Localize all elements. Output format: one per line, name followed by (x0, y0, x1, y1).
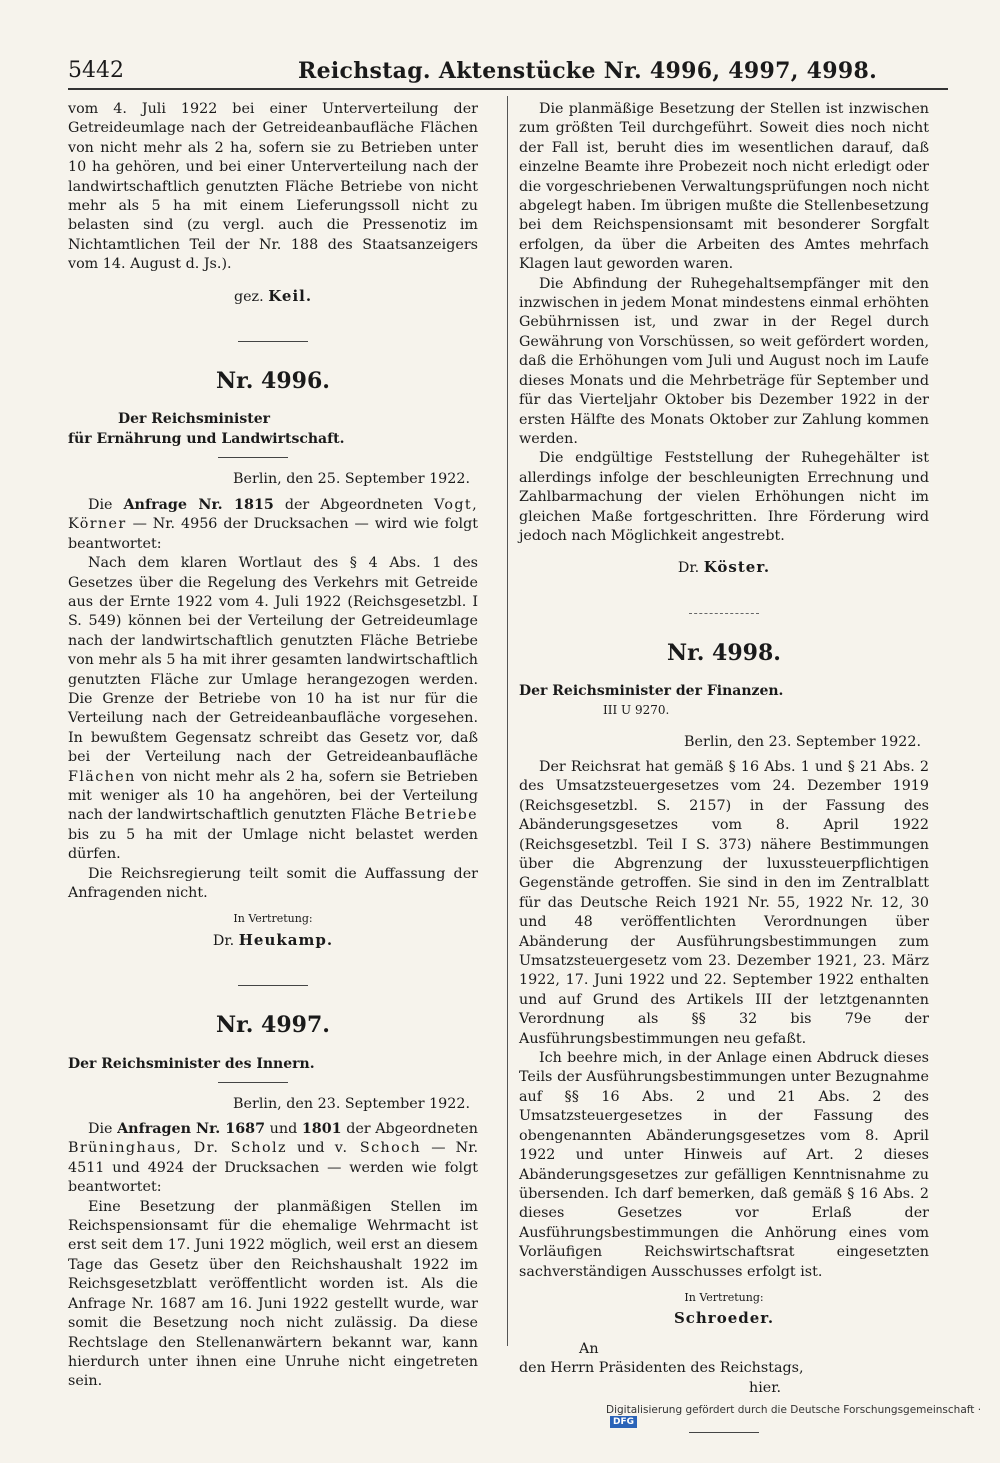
signature-prefix: gez. (233, 288, 264, 305)
section-separator (238, 985, 308, 986)
answer-paragraph: Der Reichsrat hat gemäß § 16 Abs. 1 und § 21 Abs. 2 des Umsatzsteuergesetzes vom 24. Dezember 1919 (Reichsgesetzbl. S. 2157) in der Fassung des Abänderungsgesetzes vom 8. April 1922 (Reichsgesetzbl. Teil I S. 373) nähere Bestimmungen über die Abgrenzung der luxussteuerpflichtigen Gegenstände getroffen. Sie sind in den im Zentralblatt für das Deutsche Reich 1921 Nr. 55, 1922 Nr. 12, 30 und 48 veröffentlichten Verordnungen über Abänderung der Ausführungsbestimmungen zum Umsatzsteuergesetz vom 23. Dezember 1921, 23. März 1922, 17. Juni 1922 und 22. September 1922 enthalten und auf Grund des Artikels III der letztgenannten Verordnung als §§ 32 bis 79e der Ausführungsbestimmungen neu gefaßt. (519, 758, 929, 1047)
intro-text: und (269, 1121, 298, 1138)
section-separator (689, 613, 759, 614)
header-rule (68, 88, 948, 90)
file-reference: III U 9270. (603, 703, 670, 718)
deputy-names: Brüninghaus, Dr. Scholz (68, 1140, 287, 1157)
answer-paragraph: Die planmäßige Besetzung der Stellen ist inzwischen zum größten Teil durchgeführt. Soweit dies noch nicht der Fall ist, beruht dies im wesentlichen darauf, daß einzelne Beamte ihre Probezeit noch nicht erledigt oder die vorgeschriebenen Verwaltungsprüfungen noch nicht abgelegt haben. Im übrigen mußte die Stellenbesetzung bei dem Reichspensionsamt mit besonderer Sorgfalt erfolgen, da über die Arbeiten des Amtes mehrfach Klagen laut geworden waren. (519, 101, 929, 273)
intro-text: der Abgeordneten (346, 1121, 478, 1138)
signer-name: Köster. (703, 558, 771, 577)
intro-text: Die (88, 496, 113, 513)
signer-name: Keil. (268, 286, 313, 305)
answer-text: von nicht mehr als 2 ha, sofern sie Betrieben mit weniger als 10 ha angehören, bei der Verteilung nach der landwirtschaftlich genutzten Fläche (68, 768, 478, 824)
document-number-4997: Nr. 4997. (216, 1012, 330, 1039)
signature-prefix: Dr. (212, 932, 235, 949)
answer-text: bis zu 5 ha mit der Umlage nicht belastet werden dürfen. (68, 826, 478, 863)
signature-heukamp (68, 931, 478, 951)
document-number-4996: Nr. 4996. (216, 368, 330, 395)
document-number-4998: Nr. 4998. (667, 639, 781, 666)
answer-paragraph: Ich beehre mich, in der Anlage einen Abdruck dieses Teils der Ausführungsbestimmungen unter Bezugnahme auf §§ 16 Abs. 2 und 21 Abs. 2 des Umsatzsteuergesetzes in der Fassung des obengenannten Abänderungsgesetzes vom 8. April 1922 und unter Hinweis auf Art. 2 dieses Abänderungsgesetzes zur gefälligen Kenntnisnahme zu übersenden. Ich darf bemerken, daß gemäß § 16 Abs. 2 dieses Gesetzes vor Erlaß der Ausführungsbestimmungen die Anhörung eines vom Vorläufigen Reichswirtschaftsrat eingesetzten sachverständigen Ausschusses erfolgt ist. (519, 1050, 929, 1280)
signature-schroeder (519, 1309, 929, 1329)
footer-text: Digitalisierung gefördert durch die Deutsche Forschungsgemeinschaft · (606, 1404, 982, 1416)
page-header (68, 58, 948, 84)
intro-text: — Nr. 4511 und 4924 der Drucksachen — werden wie folgt beantwortet: (68, 1140, 478, 1196)
signature-prefix: Dr. (677, 560, 700, 577)
dateline: Berlin, den 23. September 1922. (684, 733, 921, 750)
intro-text: Die (88, 1121, 113, 1138)
column-divider (507, 96, 508, 1346)
emphasis: Flächen (68, 768, 136, 785)
digitization-footer (606, 1404, 1000, 1428)
authority-line: Der Reichsminister der Finanzen. (519, 683, 784, 700)
authority-line: für Ernährung und Landwirtschaft. (68, 431, 345, 448)
inquiry-reference: 1801 (301, 1121, 342, 1138)
signer-name: Heukamp. (238, 930, 334, 949)
intro-text: der Abgeordneten (284, 496, 423, 513)
left-column (68, 100, 478, 1392)
signer-name: Schroeder. (673, 1309, 775, 1328)
intro-text: und (297, 1140, 325, 1157)
section-separator (689, 1432, 759, 1433)
signature-label: In Vertretung: (233, 912, 313, 926)
emphasis: Betriebe (404, 807, 479, 824)
authority-line: Der Reichsminister (118, 411, 271, 428)
answer-paragraph: Eine Besetzung der planmäßigen Stellen im Reichspensionsamt für die ehemalige Wehrmacht ist erst seit dem 17. Juni 1922 möglich, weil erst an diesem Tage das Gesetz über den Reichshaushalt 1922 im Reichsgesetzblatt veröffentlicht worden ist. Als die Anfrage Nr. 1687 am 16. Juni 1922 gestellt wurde, war somit die Besetzung noch nicht zulässig. Da diese Rechtslage den Stellenanwärtern bekannt war, kann hierdurch unter ihnen eine Unruhe nicht eingetreten sein. (68, 1198, 478, 1390)
inquiry-reference: Anfrage Nr. 1815 (123, 496, 274, 513)
dfg-logo: DFG (610, 1416, 637, 1428)
intro-text: — Nr. 4956 der Drucksachen — wird wie folgt beantwortet: (68, 516, 478, 552)
address-block (519, 1340, 929, 1398)
address-line: An (579, 1340, 599, 1357)
deputy-names: Vogt, Körner (68, 496, 479, 533)
answer-paragraph: Die endgültige Feststellung der Ruhegehälter ist allerdings infolge der beschleunigten Errechnung und Zahlbarmachung der vielen Erhöhungen nicht im gleichen Maße fortgeschritten. Ihre Förderung wird jedoch nach Möglichkeit angestrebt. (519, 450, 929, 544)
dateline: Berlin, den 23. September 1922. (233, 1095, 470, 1112)
page-number: 5442 (68, 58, 124, 83)
dateline: Berlin, den 25. September 1922. (233, 471, 470, 488)
inquiry-reference: Anfragen Nr. 1687 (117, 1121, 266, 1138)
section-separator (238, 341, 308, 342)
address-line: hier. (749, 1379, 782, 1396)
authority-line: Der Reichsminister des Innern. (68, 1055, 315, 1072)
continued-paragraph: vom 4. Juli 1922 bei einer Unterverteilung der Getreideumlage nach der Getreideanbaufläche Flächen von nicht mehr als 2 ha, sofern sie zu Betrieben unter 10 ha gehören, und bei einer Unterverteilung nach der landwirtschaftlich genutzten Fläche Betriebe von nicht mehr als 5 ha mit einem Lieferungssoll nicht zu belasten sind (zu vergl. auch die Pressenotiz im Nichtamtlichen Teil der Nr. 188 des Staatsanzeigers vom 14. August d. Js.). (68, 101, 478, 273)
signature-label: In Vertretung: (684, 1290, 764, 1304)
short-rule (218, 457, 288, 458)
answer-text: Nach dem klaren Wortlaut des § 4 Abs. 1 des Gesetzes über die Regelung des Verkehrs mit Getreide aus der Ernte 1922 vom 4. Juli 1922 (Reichsgesetzbl. I S. 549) können bei der Verteilung der Getreideumlage nach der landwirtschaftlich genutzten Fläche Betriebe von mehr als 5 ha mit ihrer gesamten landwirtschaftlich genutzten Fläche zur Umlage herangezogen werden. Die Grenze der Betriebe von 10 ha ist nur für die Verteilung nach der Getreideanbaufläche vorgesehen. In bewußtem Gegensatz schreibt das Gesetz vor, daß bei der Verteilung nach der Getreideanbaufläche (68, 555, 478, 766)
signature-koester (519, 558, 929, 578)
answer-paragraph: Die Abfindung der Ruhegehaltsempfänger mit den inzwischen in jedem Monat mindestens einmal erhöhten Gebührnissen ist, und zwar in der Regel durch Gewährung von Vorschüssen, so weit gefördert worden, daß die Erhöhungen vom Juli und August noch im Laufe dieses Monats und die Mehrbeträge für September und für das Vierteljahr Oktober bis Dezember 1922 in der ersten Hälfte des Monats Oktober zur Zahlung kommen werden. (519, 275, 929, 447)
answer-paragraph (68, 554, 478, 865)
right-column (519, 100, 929, 1463)
answer-paragraph: Die Reichsregierung teilt somit die Auffassung der Anfragenden nicht. (68, 865, 478, 901)
inquiry-intro (68, 496, 478, 554)
signature-keil (68, 287, 478, 307)
short-rule (218, 1082, 288, 1083)
address-line: den Herrn Präsidenten des Reichstags, (519, 1360, 804, 1377)
running-title: Reichstag. Aktenstücke Nr. 4996, 4997, 4998. (298, 58, 878, 84)
deputy-names: v. Schoch (334, 1140, 422, 1157)
inquiry-intro (68, 1120, 478, 1198)
